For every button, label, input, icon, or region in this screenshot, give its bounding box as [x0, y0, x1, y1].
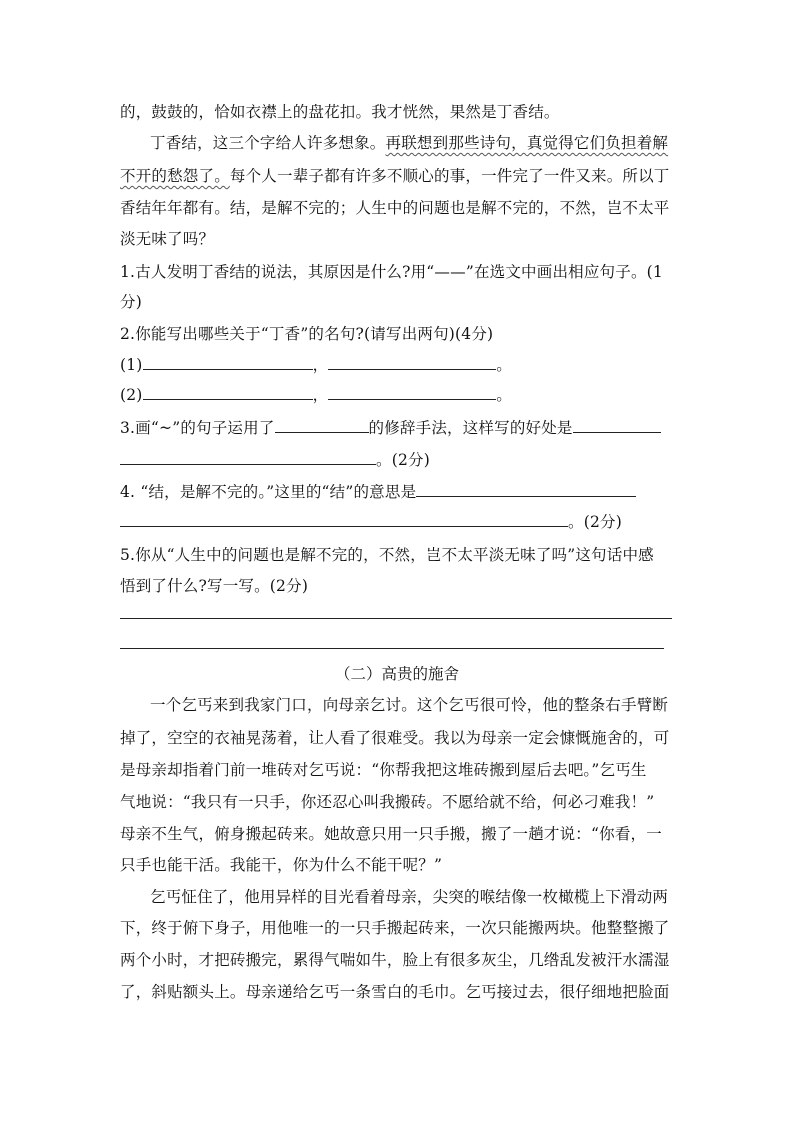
text: 母亲不生气，俯身搬起砖来。她故意只用一只手搬，搬了一趟才说：“你看，一: [120, 825, 662, 843]
question-text: 4. “结，是解不完的。”这里的“结”的意思是: [120, 483, 417, 501]
question-text: 的修辞手法，这样写的好处是: [368, 419, 573, 437]
score-note: 。(2分): [376, 451, 430, 469]
passage-line: [120, 918, 670, 938]
answer-blank[interactable]: [143, 355, 313, 370]
text: 是母亲却指着门前一堆砖对乞丐说：“你帮我把这堆砖搬到屋后去吧。”乞丐生: [120, 761, 647, 779]
question-3: [120, 418, 661, 438]
text: 了，斜贴额头上。母亲递给乞丐一条雪白的毛巾。乞丐接过去，很仔细地把脸面: [120, 983, 670, 1001]
text: 丁香结，这三个字给人许多想象。: [150, 134, 386, 152]
question-5: [120, 545, 654, 565]
passage-line: [120, 728, 670, 748]
question-2-line-1: [120, 355, 512, 375]
passage-line: [120, 760, 647, 780]
punct: ，: [312, 356, 329, 374]
punct: ，: [312, 386, 329, 404]
question-text: 1.古人发明丁香结的说法，其原因是什么?用“——”在选文中画出相应句子。(1: [120, 263, 663, 281]
answer-blank[interactable]: [328, 385, 496, 400]
answer-blank[interactable]: [573, 418, 661, 433]
answer-blank[interactable]: [120, 512, 568, 527]
answer-blank[interactable]: [416, 482, 636, 497]
question-1-cont: [120, 292, 142, 312]
passage-line: [120, 824, 662, 844]
question-text: 5.你从“人生中的问题也是解不完的，不然，岂不太平淡无味了吗”这句话中感: [120, 546, 654, 564]
text: 的，鼓鼓的，恰如衣襟上的盘花扣。我才恍然，果然是丁香结。: [120, 103, 560, 121]
text: 乞丐怔住了，他用异样的目光看着母亲，尖突的喉结像一枚橄榄上下滑动两: [150, 888, 669, 906]
passage-line: [120, 982, 670, 1002]
answer-blank[interactable]: [120, 450, 376, 465]
text: 气地说：“我只有一只手，你还忍心叫我搬砖。不愿给就不给，何必刁难我！”: [120, 793, 655, 811]
passage-line: [120, 229, 214, 249]
punct: 。: [496, 386, 512, 404]
wavy-underlined-sentence: 再联想到那些诗句，真觉得它们负担着解: [385, 134, 669, 152]
score-note: 。(2分): [568, 513, 622, 531]
passage-line: [120, 950, 670, 970]
question-3-cont: [120, 450, 430, 470]
answer-line[interactable]: [120, 648, 664, 649]
passage-paragraph: [150, 133, 668, 153]
answer-blank[interactable]: [143, 385, 313, 400]
wavy-underlined-sentence: 不开的愁怨了。: [120, 167, 230, 185]
question-2: [120, 324, 493, 344]
question-4: [120, 482, 636, 502]
text: 淡无味了吗？: [120, 230, 215, 248]
answer-blank[interactable]: [328, 355, 496, 370]
text: 下，终于俯下身子，用他唯一的一只手搬起砖来，一次只能搬两块。他整整搬了: [120, 919, 670, 937]
text: 香结年年都有。结，是解不完的；人生中的问题也是解不完的，不然，岂不太平: [120, 199, 670, 217]
question-text: 悟到了什么?写一写。(2分): [120, 577, 309, 595]
text: 只手也能干活。我能干，你为什么不能干呢？”: [120, 856, 443, 874]
passage-line: [120, 855, 442, 875]
answer-line[interactable]: [120, 618, 672, 619]
title-text: （二）高贵的施舍: [334, 665, 459, 683]
passage-line: [120, 792, 654, 812]
question-5-cont: [120, 576, 308, 596]
section-title: [0, 664, 794, 684]
passage-line: [150, 695, 668, 715]
text: 每个人一辈子都有许多不顺心的事，一件完了一件又来。所以丁: [229, 167, 670, 185]
text: 两个小时，才把砖搬完，累得气喘如牛，脸上有很多灰尘，几绺乱发被汗水濡湿: [120, 951, 670, 969]
question-4-cont: [120, 512, 622, 532]
question-1: [120, 262, 663, 282]
question-text: 分): [120, 293, 142, 311]
text: 一个乞丐来到我家门口，向母亲乞讨。这个乞丐很可怜，他的整条右手臂断: [150, 696, 669, 714]
item-number: (2): [120, 386, 143, 404]
item-number: (1): [120, 356, 143, 374]
answer-blank[interactable]: [275, 418, 369, 433]
question-2-line-2: [120, 385, 512, 405]
passage-line: [120, 198, 670, 218]
text: 掉了，空空的衣袖晃荡着，让人看了很难受。我以为母亲一定会慷慨施舍的，可: [120, 729, 670, 747]
question-text: 2.你能写出哪些关于“丁香”的名句?(请写出两句)(4分): [120, 325, 494, 343]
passage-line: [150, 887, 668, 907]
punct: 。: [496, 356, 512, 374]
passage-line: [120, 102, 560, 122]
passage-line: [120, 166, 670, 186]
question-text: 3.画“~”的句子运用了: [120, 419, 275, 437]
